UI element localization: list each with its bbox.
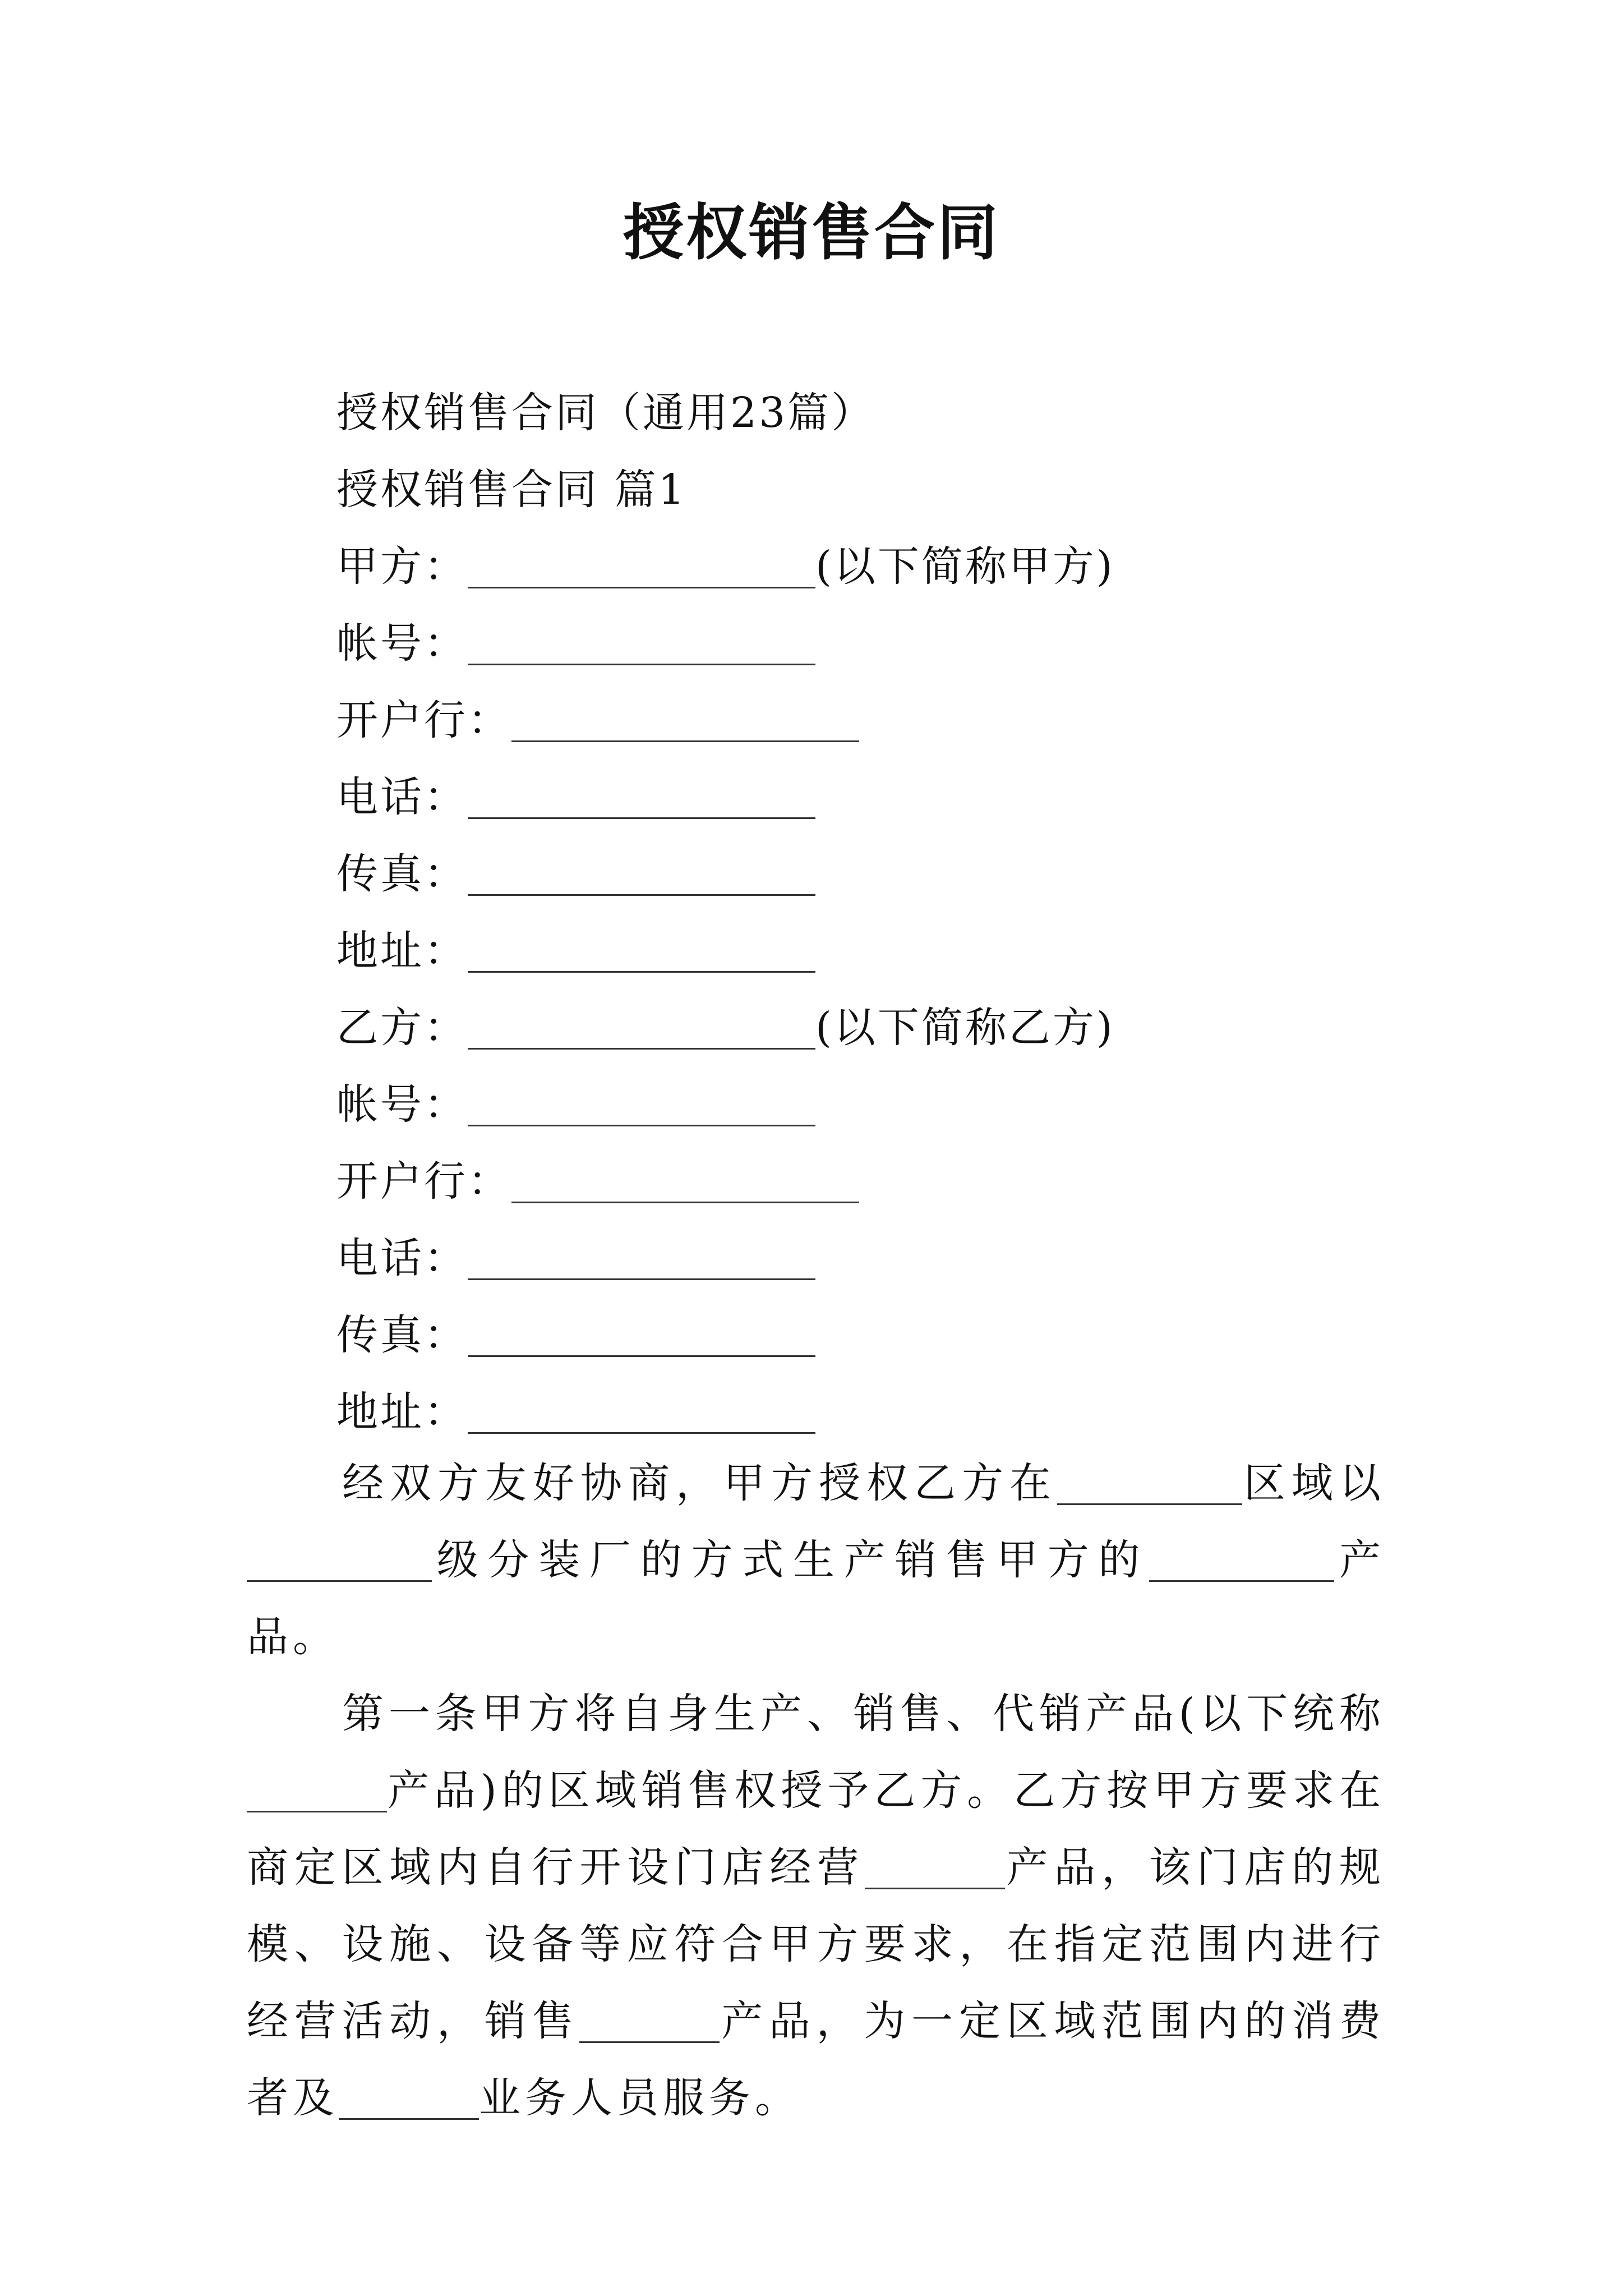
product-name-blank[interactable] [247,1778,387,1812]
page-title: 授权销售合同 [623,197,1000,268]
party-a-label: 甲方： [336,542,468,591]
region-blank[interactable] [1057,1471,1242,1505]
intro-paragraph [247,1445,1385,1676]
party-a-phone-line [336,759,1402,836]
party-b-fax-label: 传真： [336,1311,468,1359]
party-b-account-line [336,1066,1402,1143]
party-a-fax-blank[interactable] [468,862,815,896]
product-blank[interactable] [1149,1548,1334,1582]
article-1-text-2: 产品)的区域销售权授予乙方。乙方按甲方要求在商定区域内自行开设门店经营 [247,1766,1385,1892]
article-1-paragraph [247,1676,1385,2137]
party-b-address-label: 地址： [336,1388,468,1436]
intro-text-2: 区域以 [1242,1459,1385,1507]
party-b-fax-blank[interactable] [468,1323,815,1357]
party-a-fax-label: 传真： [336,850,468,898]
party-b-fax-line [336,1297,1402,1374]
section-heading: 授权销售合同 篇1 [336,466,687,514]
party-b-account-blank[interactable] [468,1092,815,1126]
party-a-account-line [336,605,1402,682]
intro-text-1: 经双方友好协商，甲方授权乙方在 [342,1459,1057,1507]
party-a-account-blank[interactable] [468,631,815,665]
service-target-blank[interactable] [339,2086,479,2120]
party-a-line [336,528,1402,605]
party-a-bank-label: 开户行： [336,696,511,744]
party-b-suffix: (以下简称乙方) [815,1004,1115,1052]
document-subtitle: 授权销售合同（通用23篇） [336,389,875,437]
party-a-suffix: (以下简称甲方) [815,542,1115,591]
contract-body [247,1445,1385,2137]
article-1-text-3: 产品，该门店的规模、设施、设备等应符合甲方要求，在指定范围内进行经营活动，销售 [247,1843,1386,2045]
party-a-address-line [336,913,1402,990]
party-b-address-blank[interactable] [468,1400,815,1434]
party-a-phone-blank[interactable] [468,785,815,819]
party-b-account-label: 帐号： [336,1080,468,1129]
party-b-label: 乙方： [336,1004,468,1052]
article-1-text-5: 业务人员服务。 [479,2074,801,2122]
store-product-blank[interactable] [865,1855,1005,1889]
party-b-name-blank[interactable] [468,1015,815,1050]
party-a-bank-line [336,682,1402,759]
party-b-phone-label: 电话： [336,1234,468,1282]
sales-product-blank[interactable] [579,2009,720,2043]
intro-text-4: 产品。 [247,1536,1385,1661]
party-b-phone-blank[interactable] [468,1246,815,1280]
party-a-bank-blank[interactable] [511,708,859,742]
article-1-text-1: 第一条甲方将自身生产、销售、代销产品(以下统称 [342,1690,1385,1738]
article-1-text-4: 产品，为一定区域范围内的消费者及 [247,1997,1386,2122]
level-blank[interactable] [247,1548,432,1582]
party-b-bank-label: 开户行： [336,1157,511,1205]
party-a-address-blank[interactable] [468,938,815,973]
party-b-phone-line [336,1220,1402,1297]
party-a-name-blank[interactable] [468,554,815,588]
party-a-account-label: 帐号： [336,619,468,668]
party-b-line [336,990,1402,1066]
party-a-fax-line [336,836,1402,913]
party-a-address-label: 地址： [336,927,468,975]
party-b-bank-line [336,1143,1402,1220]
party-b-address-line [336,1374,1402,1451]
contract-header-fields [336,375,1402,1451]
party-a-phone-label: 电话： [336,773,468,821]
party-b-bank-blank[interactable] [511,1169,859,1203]
intro-text-3: 级分装厂的方式生产销售甲方的 [432,1536,1150,1584]
